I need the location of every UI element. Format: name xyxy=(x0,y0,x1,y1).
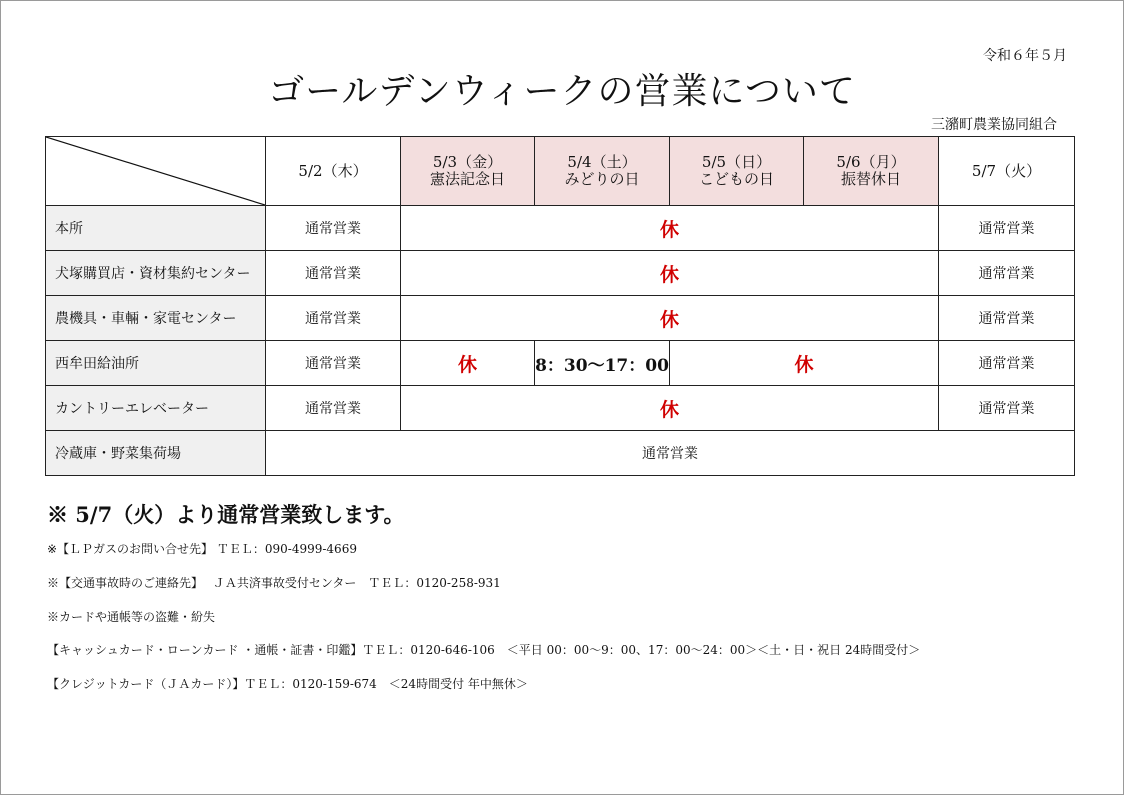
column-date: 5/7（火） xyxy=(971,161,1042,180)
diagonal-line xyxy=(46,137,265,205)
table-row xyxy=(46,386,1075,431)
accident-contact: ※【交通事故時のご連絡先】 ＪＡ共済事故受付センター ＴＥＬ：0120-258-931 xyxy=(47,576,501,590)
status-cell: 通常営業 xyxy=(939,251,1075,296)
status-cell: 通常営業 xyxy=(266,251,401,296)
closed-cell: 休 xyxy=(401,251,939,296)
row-label: カントリーエレベーター xyxy=(46,386,266,431)
column-date: 5/5（日） xyxy=(701,153,772,171)
table-row xyxy=(46,431,1075,476)
column-holiday-name: みどりの日 xyxy=(564,170,640,188)
column-holiday-name: 憲法記念日 xyxy=(429,170,505,188)
lp-gas-contact: ※【ＬＰガスのお問い合せ先】 ＴＥＬ：090-4999-4669 xyxy=(47,542,357,556)
resume-notice: ※ 5/7（火）より通常営業致します。 xyxy=(47,502,405,527)
closed-cell: 休 xyxy=(401,296,939,341)
corner-cell xyxy=(46,137,266,206)
page-title: ゴールデンウィークの営業について xyxy=(268,71,856,112)
column-header-0504 xyxy=(535,137,670,206)
column-header-0502 xyxy=(266,137,401,206)
card-theft-heading: ※カードや通帳等の盗難・紛失 xyxy=(47,610,216,624)
closed-cell: 休 xyxy=(401,206,939,251)
status-cell: 通常営業 xyxy=(266,431,1075,476)
schedule-table xyxy=(45,136,1075,476)
closed-cell: 休 xyxy=(401,341,535,386)
closed-cell: 休 xyxy=(670,341,939,386)
status-cell: 通常営業 xyxy=(266,386,401,431)
cash-card-contact: 【キャッシュカード・ローンカード ・通帳・証書・印鑑】ＴＥＬ：0120-646-106 ＜平日 00：00～9：00、17：00～24：00＞＜土・日・祝日 24時間受付＞ xyxy=(47,643,921,657)
column-header-0505 xyxy=(670,137,804,206)
column-header-0506 xyxy=(804,137,939,206)
column-holiday-name: こどもの日 xyxy=(698,170,774,188)
column-header-0507 xyxy=(939,137,1075,206)
issue-date: 令和６年５月 xyxy=(983,48,1067,64)
row-label: 西牟田給油所 xyxy=(46,341,266,386)
table-row xyxy=(46,296,1075,341)
table-row xyxy=(46,206,1075,251)
status-cell: 通常営業 xyxy=(939,296,1075,341)
status-cell: 通常営業 xyxy=(266,341,401,386)
row-label: 本所 xyxy=(46,206,266,251)
row-label: 農機具・車輛・家電センター xyxy=(46,296,266,341)
header-row xyxy=(46,137,1075,206)
credit-card-contact: 【クレジットカード（ＪＡカード）】ＴＥＬ：0120-159-674 ＜24時間受付 年中無休＞ xyxy=(47,677,528,691)
organization-name: 三瀦町農業協同組合 xyxy=(931,117,1057,133)
column-date: 5/2（木） xyxy=(298,161,368,180)
column-holiday-name: 振替休日 xyxy=(840,170,901,188)
table-row xyxy=(46,251,1075,296)
status-cell: 通常営業 xyxy=(266,296,401,341)
column-date: 5/6（月） xyxy=(836,153,906,171)
status-cell: 通常営業 xyxy=(266,206,401,251)
status-cell: 通常営業 xyxy=(939,206,1075,251)
column-date: 5/3（金） xyxy=(432,153,503,171)
closed-cell: 休 xyxy=(401,386,939,431)
business-hours-cell: 8：30～17：00 xyxy=(535,341,670,386)
column-header-0503 xyxy=(401,137,535,206)
column-date: 5/4（土） xyxy=(567,153,637,171)
table-row xyxy=(46,341,1075,386)
status-cell: 通常営業 xyxy=(939,386,1075,431)
row-label: 犬塚購買店・資材集約センター xyxy=(46,251,266,296)
row-label: 冷蔵庫・野菜集荷場 xyxy=(46,431,266,476)
status-cell: 通常営業 xyxy=(939,341,1075,386)
